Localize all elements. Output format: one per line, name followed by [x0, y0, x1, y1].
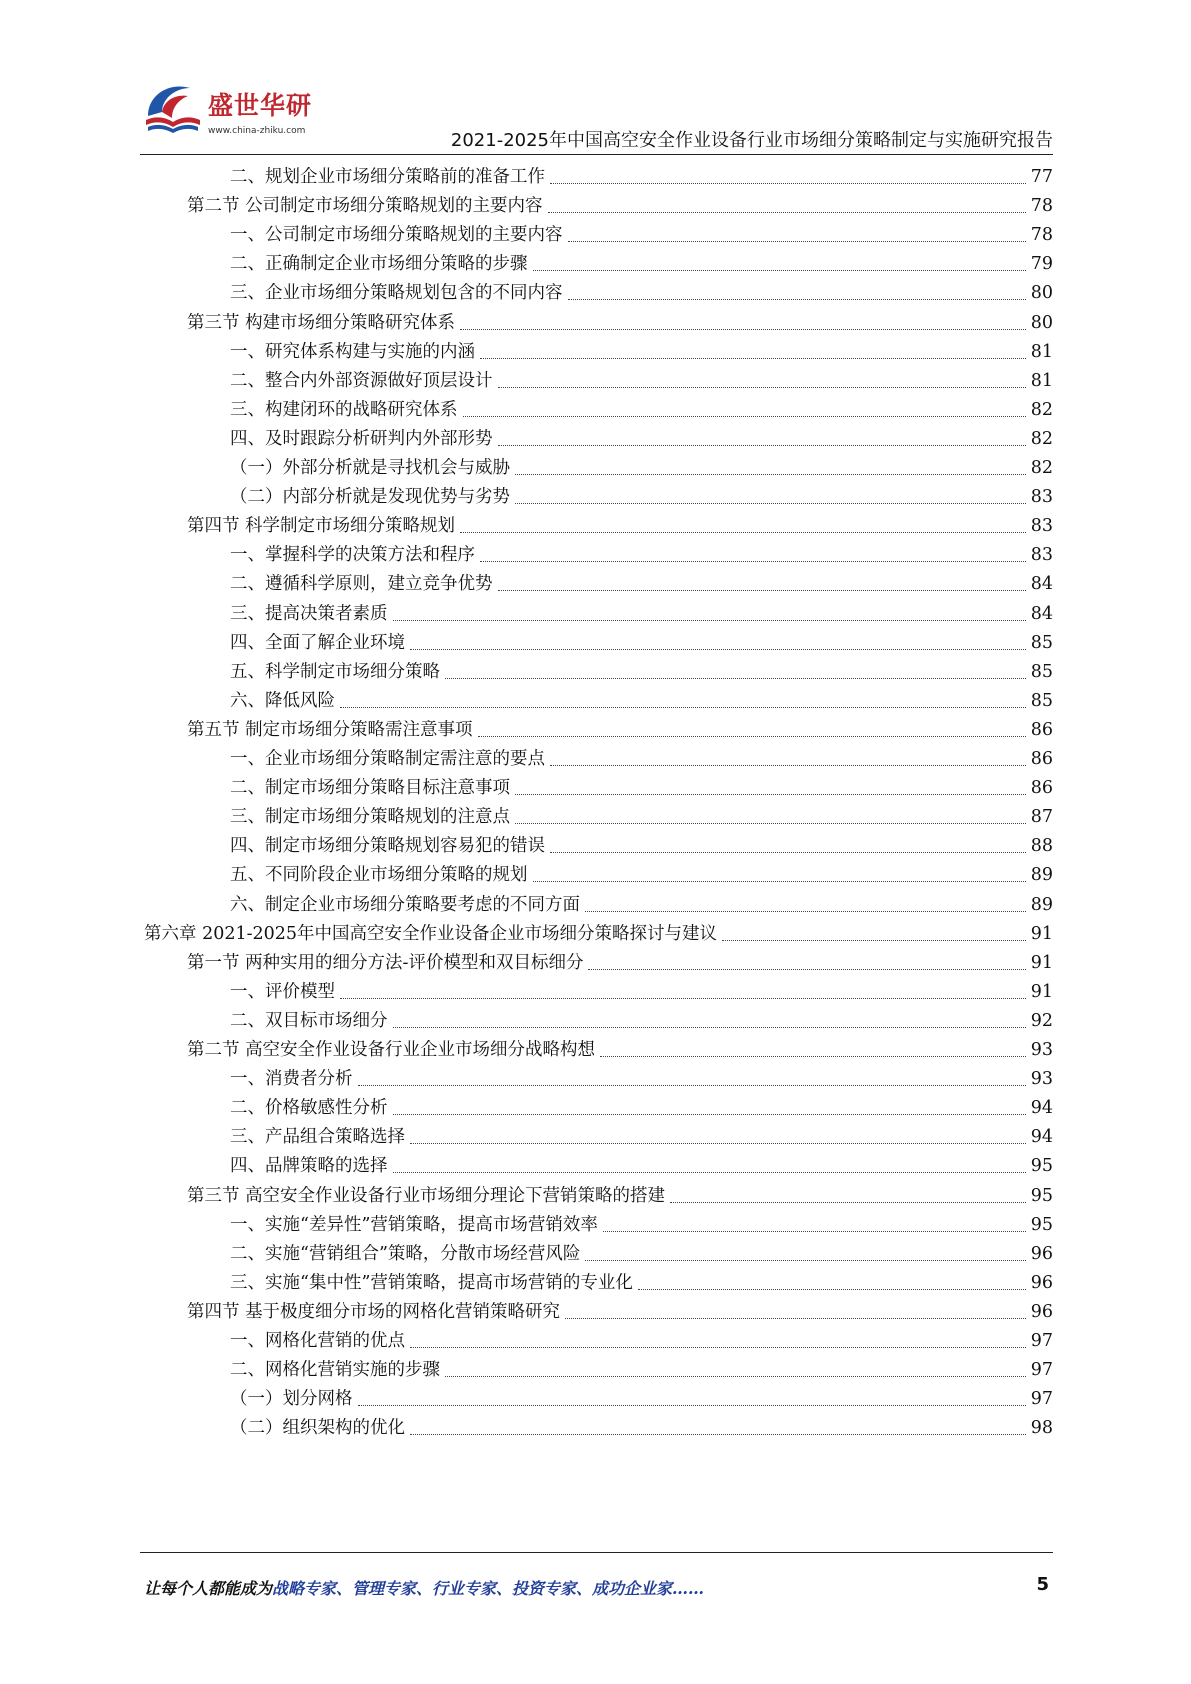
toc-dot-leader: [670, 1201, 1026, 1203]
toc-entry[interactable]: [230, 859, 1053, 891]
toc-entry-title: 四、制定市场细分策略规划容易犯的错误: [230, 836, 545, 857]
slogan-highlight: 战略专家、管理专家、行业专家、投资专家、成功企业家……: [272, 1579, 705, 1598]
toc-entry-page: 97: [1030, 1389, 1053, 1410]
page-number: 5: [1036, 1574, 1049, 1595]
toc-entry-page: 81: [1030, 370, 1053, 391]
toc-dot-leader: [460, 328, 1026, 330]
toc-entry-title: 一、消费者分析: [230, 1069, 353, 1090]
toc-entry-page: 86: [1030, 778, 1053, 799]
toc-dot-leader: [480, 357, 1026, 359]
toc-entry-title: 二、遵循科学原则，建立竞争优势: [230, 574, 493, 595]
toc-entry-page: 89: [1030, 865, 1053, 886]
toc-entry-title: 第二节 高空安全作业设备行业企业市场细分战略构想: [187, 1040, 596, 1060]
toc-dot-leader: [515, 473, 1026, 475]
toc-entry-title: 二、实施“营销组合”策略，分散市场经营风险: [230, 1243, 581, 1264]
toc-entry-title: 第二节 公司制定市场细分策略规划的主要内容: [187, 196, 543, 217]
toc-dot-leader: [410, 1142, 1026, 1144]
toc-dot-leader: [498, 589, 1026, 591]
toc-entry-page: 80: [1030, 283, 1053, 304]
toc-entry-title: 第四节 科学制定市场细分策略规划: [187, 516, 456, 537]
toc-dot-leader: [498, 444, 1026, 446]
toc-entry-title: 六、制定企业市场细分策略要考虑的不同方面: [230, 894, 580, 915]
footer-slogan: [144, 1576, 704, 1599]
toc-entry[interactable]: [230, 976, 1053, 1008]
toc-entry-page: 81: [1030, 341, 1053, 362]
toc-entry-title: 一、掌握科学的决策方法和程序: [230, 545, 475, 566]
toc-entry[interactable]: [230, 889, 1053, 921]
toc-entry[interactable]: [230, 1238, 1053, 1270]
toc-entry-page: 92: [1030, 1010, 1053, 1031]
toc-entry-title: 第六章 2021-2025年中国高空安全作业设备企业市场细分策略探讨与建议: [144, 923, 718, 944]
toc-entry-page: 77: [1030, 167, 1053, 187]
toc-dot-leader: [393, 619, 1026, 621]
toc-dot-leader: [340, 997, 1026, 999]
toc-entry-page: 84: [1030, 574, 1053, 595]
toc-entry-page: 83: [1030, 516, 1053, 537]
toc-entry-page: 96: [1030, 1243, 1053, 1264]
toc-entry[interactable]: [230, 801, 1053, 833]
toc-dot-leader: [463, 415, 1026, 417]
toc-entry-title: 一、企业市场细分策略制定需注意的要点: [230, 749, 545, 769]
toc-entry[interactable]: [230, 568, 1053, 600]
toc-entry[interactable]: [187, 510, 1053, 542]
toc-entry-page: 95: [1030, 1156, 1053, 1177]
toc-entry[interactable]: [230, 248, 1053, 280]
toc-entry[interactable]: [230, 161, 1053, 193]
report-title: 2021-2025年中国高空安全作业设备行业市场细分策略制定与实施研究报告: [450, 130, 1053, 151]
toc-entry-page: 84: [1030, 603, 1053, 624]
toc-dot-leader: [550, 764, 1026, 766]
page-header: [0, 0, 1191, 158]
toc-entry[interactable]: [230, 656, 1053, 688]
toc-dot-leader: [515, 502, 1026, 504]
toc-entry[interactable]: [230, 1092, 1053, 1124]
toc-entry[interactable]: [230, 219, 1053, 251]
toc-dot-leader: [585, 1259, 1025, 1261]
toc-entry[interactable]: [230, 1325, 1053, 1357]
toc-entry-title: （二）组织架构的优化: [230, 1418, 405, 1439]
toc-entry-title: 二、网格化营销实施的步骤: [230, 1360, 440, 1381]
toc-entry-page: 82: [1030, 458, 1053, 478]
toc-entry[interactable]: [230, 627, 1053, 659]
toc-entry[interactable]: [187, 1034, 1053, 1066]
toc-entry[interactable]: [230, 336, 1053, 368]
toc-entry[interactable]: [230, 365, 1053, 397]
toc-dot-leader: [478, 735, 1026, 737]
toc-entry-page: 93: [1030, 1040, 1053, 1060]
toc-entry[interactable]: [230, 452, 1053, 484]
toc-dot-leader: [568, 298, 1026, 300]
toc-entry-title: 三、提高决策者素质: [230, 603, 388, 624]
company-logo: [140, 78, 320, 150]
toc-entry-title: 一、实施“差异性”营销策略，提高市场营销效率: [230, 1214, 598, 1235]
toc-entry-title: 四、及时跟踪分析研判内外部形势: [230, 428, 493, 449]
toc-dot-leader: [460, 531, 1026, 533]
toc-entry[interactable]: [230, 772, 1053, 804]
toc-entry[interactable]: [187, 714, 1053, 746]
toc-entry-page: 87: [1030, 807, 1053, 828]
header-divider: [140, 154, 1053, 155]
toc-entry[interactable]: [230, 423, 1053, 455]
toc-entry[interactable]: [230, 481, 1053, 513]
toc-dot-leader: [515, 793, 1026, 795]
toc-dot-leader: [550, 182, 1026, 184]
toc-entry-title: 三、企业市场细分策略规划包含的不同内容: [230, 283, 563, 304]
toc-entry-title: 三、产品组合策略选择: [230, 1127, 405, 1148]
toc-dot-leader: [548, 211, 1026, 213]
toc-entry-title: 第五节 制定市场细分策略需注意事项: [187, 719, 473, 740]
toc-entry-page: 79: [1030, 254, 1053, 275]
toc-dot-leader: [410, 648, 1026, 650]
toc-entry-title: 五、不同阶段企业市场细分策略的规划: [230, 865, 528, 886]
toc-entry-title: 二、规划企业市场细分策略前的准备工作: [230, 167, 545, 187]
toc-entry-title: 六、降低风险: [230, 690, 335, 711]
logo-url: www.china-zhiku.com: [208, 126, 306, 136]
toc-entry-page: 82: [1030, 399, 1053, 420]
toc-dot-leader: [565, 1317, 1026, 1319]
toc-dot-leader: [358, 1084, 1026, 1086]
toc-dot-leader: [533, 880, 1026, 882]
toc-entry-title: （一）划分网格: [230, 1389, 353, 1410]
toc-dot-leader: [393, 1171, 1026, 1173]
toc-entry-title: 二、制定市场细分策略目标注意事项: [230, 778, 510, 799]
toc-entry[interactable]: [230, 830, 1053, 862]
toc-entry-page: 88: [1030, 836, 1053, 857]
toc-entry-page: 91: [1030, 981, 1053, 1002]
toc-entry-page: 97: [1030, 1331, 1053, 1351]
toc-entry[interactable]: [230, 743, 1053, 775]
toc-entry[interactable]: [230, 598, 1053, 630]
toc-entry-page: 94: [1030, 1098, 1053, 1119]
toc-entry-page: 78: [1030, 196, 1053, 217]
toc-entry-title: 五、科学制定市场细分策略: [230, 661, 440, 682]
toc-entry-title: 四、品牌策略的选择: [230, 1156, 388, 1177]
toc-entry[interactable]: [187, 1180, 1053, 1212]
toc-entry-page: 97: [1030, 1360, 1053, 1381]
toc-entry-title: 二、双目标市场细分: [230, 1010, 388, 1031]
toc-dot-leader: [410, 1346, 1026, 1348]
toc-entry-page: 98: [1030, 1418, 1053, 1439]
toc-dot-leader: [550, 851, 1026, 853]
toc-dot-leader: [533, 269, 1026, 271]
toc-entry-page: 91: [1030, 923, 1053, 944]
footer-divider: [140, 1552, 1053, 1553]
toc-entry-title: 二、价格敏感性分析: [230, 1098, 388, 1119]
toc-entry-title: 一、公司制定市场细分策略规划的主要内容: [230, 225, 563, 246]
toc-entry-title: 二、正确制定企业市场细分策略的步骤: [230, 254, 528, 275]
toc-entry[interactable]: [230, 1005, 1053, 1037]
toc-entry-page: 78: [1030, 225, 1053, 246]
toc-dot-leader: [588, 968, 1025, 970]
toc-entry-title: （二）内部分析就是发现优势与劣势: [230, 487, 510, 508]
toc-entry-page: 85: [1030, 661, 1053, 682]
toc-entry[interactable]: [144, 918, 1053, 950]
toc-entry[interactable]: [187, 1296, 1053, 1328]
toc-entry-page: 96: [1030, 1301, 1053, 1322]
toc-entry[interactable]: [230, 1209, 1053, 1241]
toc-entry-page: 91: [1030, 952, 1053, 973]
toc-dot-leader: [568, 240, 1026, 242]
toc-entry-page: 85: [1030, 690, 1053, 711]
toc-entry-page: 86: [1030, 719, 1053, 740]
toc-entry-page: 94: [1030, 1127, 1053, 1148]
toc-entry-page: 85: [1030, 632, 1053, 653]
toc-entry-page: 80: [1030, 312, 1053, 333]
toc-entry[interactable]: [230, 1063, 1053, 1095]
toc-entry-page: 86: [1030, 749, 1053, 769]
toc-entry-title: 第四节 基于极度细分市场的网格化营销策略研究: [187, 1301, 561, 1322]
toc-entry[interactable]: [187, 307, 1053, 339]
toc-entry[interactable]: [230, 277, 1053, 309]
toc-entry-page: 96: [1030, 1272, 1053, 1293]
toc-dot-leader: [638, 1288, 1026, 1290]
toc-dot-leader: [410, 1433, 1026, 1435]
logo-mark-icon: [140, 78, 206, 138]
logo-name: 盛世华研: [208, 91, 313, 120]
toc-entry-title: 第一节 两种实用的细分方法-评价模型和双目标细分: [187, 952, 584, 973]
toc-dot-leader: [358, 1404, 1026, 1406]
toc-entry[interactable]: [230, 1383, 1053, 1415]
toc-entry[interactable]: [230, 1121, 1053, 1153]
toc-entry-title: 第三节 构建市场细分策略研究体系: [187, 312, 456, 333]
toc-dot-leader: [585, 910, 1026, 912]
toc-dot-leader: [340, 706, 1026, 708]
toc-entry-title: 四、全面了解企业环境: [230, 632, 405, 653]
toc-entry-title: 三、构建闭环的战略研究体系: [230, 399, 458, 420]
toc-entry-title: 三、制定市场细分策略规划的注意点: [230, 807, 510, 828]
toc-dot-leader: [498, 386, 1026, 388]
toc-dot-leader: [480, 560, 1026, 562]
toc-entry-title: 第三节 高空安全作业设备行业市场细分理论下营销策略的搭建: [187, 1185, 666, 1206]
toc-entry[interactable]: [187, 947, 1053, 979]
toc-dot-leader: [600, 1055, 1026, 1057]
toc-entry[interactable]: [230, 1412, 1053, 1444]
toc-entry[interactable]: [230, 1267, 1053, 1299]
toc-entry[interactable]: [230, 1354, 1053, 1386]
toc-entry[interactable]: [230, 539, 1053, 571]
toc-entry-page: 89: [1030, 894, 1053, 915]
toc-dot-leader: [445, 1375, 1026, 1377]
toc-entry[interactable]: [230, 685, 1053, 717]
slogan-prefix: 让每个人都能成为: [144, 1579, 273, 1598]
toc-entry-page: 82: [1030, 428, 1053, 449]
toc-entry-page: 93: [1030, 1069, 1053, 1090]
toc-dot-leader: [393, 1026, 1026, 1028]
toc-entry-page: 83: [1030, 487, 1053, 508]
toc-entry[interactable]: [230, 394, 1053, 426]
toc-entry-title: 一、研究体系构建与实施的内涵: [230, 341, 475, 362]
toc-dot-leader: [603, 1230, 1026, 1232]
toc-entry-page: 95: [1030, 1214, 1053, 1235]
toc-entry-title: 一、网格化营销的优点: [230, 1331, 405, 1351]
toc-entry-page: 83: [1030, 545, 1053, 566]
toc-entry-page: 95: [1030, 1185, 1053, 1206]
toc-entry-title: 三、实施“集中性”营销策略，提高市场营销的专业化: [230, 1272, 633, 1293]
toc-entry-title: 二、整合内外部资源做好顶层设计: [230, 370, 493, 391]
toc-dot-leader: [515, 822, 1026, 824]
toc-dot-leader: [722, 939, 1026, 941]
toc-entry[interactable]: [187, 190, 1053, 222]
toc-entry[interactable]: [230, 1150, 1053, 1182]
toc-entry-title: （一）外部分析就是寻找机会与威胁: [230, 458, 510, 478]
toc-dot-leader: [393, 1113, 1026, 1115]
toc-dot-leader: [445, 677, 1026, 679]
toc-entry-title: 一、评价模型: [230, 981, 335, 1002]
